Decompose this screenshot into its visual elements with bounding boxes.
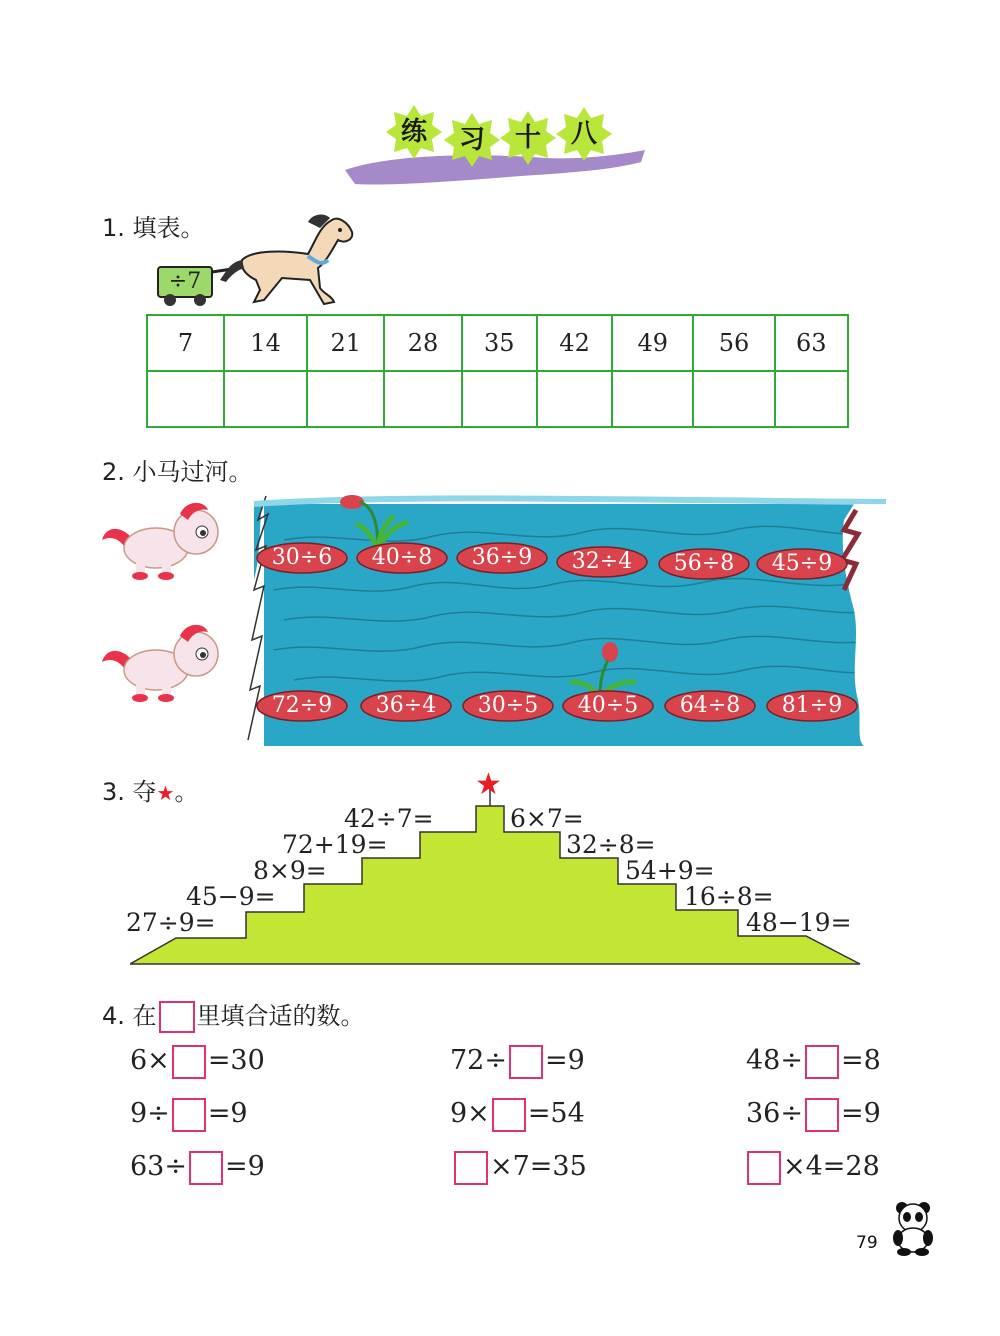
stone-expression: 36÷4 — [375, 693, 437, 718]
table-cell: 14 — [224, 315, 307, 371]
title-char: 习 — [458, 125, 485, 155]
equation-right: ×4=28 — [783, 1151, 880, 1182]
equation-left: 63÷ — [130, 1151, 187, 1182]
title-char: 练 — [400, 117, 427, 147]
stepping-stone[interactable] — [756, 548, 848, 580]
step-expression: 32÷8= — [566, 830, 656, 859]
question-4-heading — [102, 998, 365, 1034]
question-2-heading: 2. 小马过河。 — [102, 458, 253, 486]
horse-icon — [212, 210, 354, 314]
table-cell: 63 — [775, 315, 848, 371]
answer-box[interactable] — [172, 1045, 206, 1079]
answer-box[interactable] — [805, 1045, 839, 1079]
equation-right: =9 — [207, 1098, 248, 1129]
answer-box[interactable] — [747, 1151, 781, 1185]
star-icon: ★ — [156, 781, 175, 805]
step-expression: 45−9= — [186, 882, 276, 911]
title-char-badge — [500, 110, 556, 166]
stepping-stone[interactable] — [256, 690, 348, 722]
answer-box[interactable] — [509, 1045, 543, 1079]
table-cell: 42 — [537, 315, 612, 371]
equation-left: 36÷ — [746, 1098, 803, 1129]
stone-expression: 40÷8 — [371, 545, 433, 570]
fill-equation — [130, 1095, 248, 1133]
table-cell: 21 — [307, 315, 384, 371]
answer-cell[interactable] — [384, 371, 461, 427]
cart-icon — [156, 265, 214, 305]
fill-equation — [746, 1095, 881, 1133]
title-char-badge — [444, 112, 500, 168]
answer-cell[interactable] — [693, 371, 774, 427]
equation-left: 9× — [450, 1098, 490, 1129]
stepping-stone[interactable] — [658, 548, 750, 580]
title-char-badge — [386, 104, 442, 160]
stone-expression: 40÷5 — [577, 693, 639, 718]
pony-icon — [100, 496, 224, 586]
equation-right: =8 — [840, 1045, 881, 1076]
table-row — [147, 315, 848, 371]
equation-right: =9 — [840, 1098, 881, 1129]
answer-box[interactable] — [454, 1151, 488, 1185]
equation-left: 6× — [130, 1045, 170, 1076]
fill-equation — [745, 1148, 880, 1186]
equation-left: 72÷ — [450, 1045, 507, 1076]
step-expression: 8×9= — [253, 856, 327, 885]
equation-left: 9÷ — [130, 1098, 170, 1129]
question-3-tail: 。 — [174, 778, 199, 806]
stepping-stone[interactable] — [556, 546, 648, 578]
panda-icon — [888, 1200, 938, 1260]
stepping-stone[interactable] — [356, 542, 448, 574]
stone-expression: 32÷4 — [571, 549, 633, 574]
fill-equation — [130, 1042, 265, 1080]
answer-cell[interactable] — [537, 371, 612, 427]
equation-right: =30 — [207, 1045, 265, 1076]
answer-cell[interactable] — [775, 371, 848, 427]
pony-icon — [100, 618, 224, 708]
answer-cell[interactable] — [307, 371, 384, 427]
table-cell: 49 — [612, 315, 693, 371]
answer-cell[interactable] — [224, 371, 307, 427]
step-expression: 27÷9= — [126, 908, 216, 937]
stepping-stone[interactable] — [360, 690, 452, 722]
equation-right: =9 — [544, 1045, 585, 1076]
step-expression: 16÷8= — [684, 882, 774, 911]
page-number: 79 — [856, 1233, 878, 1253]
stone-expression: 30÷6 — [271, 545, 333, 570]
answer-box[interactable] — [172, 1098, 206, 1132]
cart-label: ÷7 — [168, 269, 202, 294]
table-cell: 56 — [693, 315, 774, 371]
step-expression: 6×7= — [510, 804, 584, 833]
stone-expression: 81÷9 — [781, 693, 843, 718]
stone-expression: 64÷8 — [679, 693, 741, 718]
question-4-instruction: 里填合适的数。 — [196, 1002, 365, 1030]
title-char-badge — [556, 106, 612, 162]
stone-expression: 56÷8 — [673, 551, 735, 576]
stone-expression: 45÷9 — [771, 551, 833, 576]
equation-right: ×7=35 — [490, 1151, 587, 1182]
answer-cell[interactable] — [147, 371, 224, 427]
answer-cell[interactable] — [462, 371, 537, 427]
answer-cell[interactable] — [612, 371, 693, 427]
question-3-label: 3. 夺 — [102, 778, 157, 806]
stepping-stone[interactable] — [256, 542, 348, 574]
fill-equation — [130, 1148, 265, 1186]
answer-box[interactable] — [805, 1098, 839, 1132]
fill-equation — [450, 1095, 585, 1133]
step-expression: 54+9= — [625, 856, 715, 885]
question-1-heading: 1. 填表。 — [102, 214, 205, 242]
step-expression: 48−19= — [746, 908, 852, 937]
step-expression: 72+19= — [282, 830, 388, 859]
fill-equation — [746, 1042, 881, 1080]
stone-expression: 30÷5 — [477, 693, 539, 718]
answer-box[interactable] — [492, 1098, 526, 1132]
division-table — [146, 314, 849, 428]
stepping-stone[interactable] — [456, 542, 548, 574]
stepping-stone[interactable] — [562, 690, 654, 722]
table-row — [147, 371, 848, 427]
star-icon[interactable]: ★ — [475, 767, 502, 802]
stepping-stone[interactable] — [664, 690, 756, 722]
equation-left: 48÷ — [746, 1045, 803, 1076]
question-4-label: 4. 在 — [102, 1002, 157, 1030]
equation-right: =54 — [527, 1098, 585, 1129]
fill-equation — [452, 1148, 587, 1186]
stepping-stone[interactable] — [766, 690, 858, 722]
stone-expression: 36÷9 — [471, 545, 533, 570]
answer-box-icon — [159, 1001, 195, 1033]
table-cell: 28 — [384, 315, 461, 371]
equation-right: =9 — [224, 1151, 265, 1182]
answer-box[interactable] — [189, 1151, 223, 1185]
table-cell: 35 — [462, 315, 537, 371]
title-char: 八 — [570, 119, 597, 149]
table-cell: 7 — [147, 315, 224, 371]
stone-expression: 72÷9 — [271, 693, 333, 718]
stepping-stone[interactable] — [462, 690, 554, 722]
fill-equation — [450, 1042, 585, 1080]
step-expression: 42÷7= — [344, 804, 434, 833]
title-char: 十 — [514, 123, 541, 153]
